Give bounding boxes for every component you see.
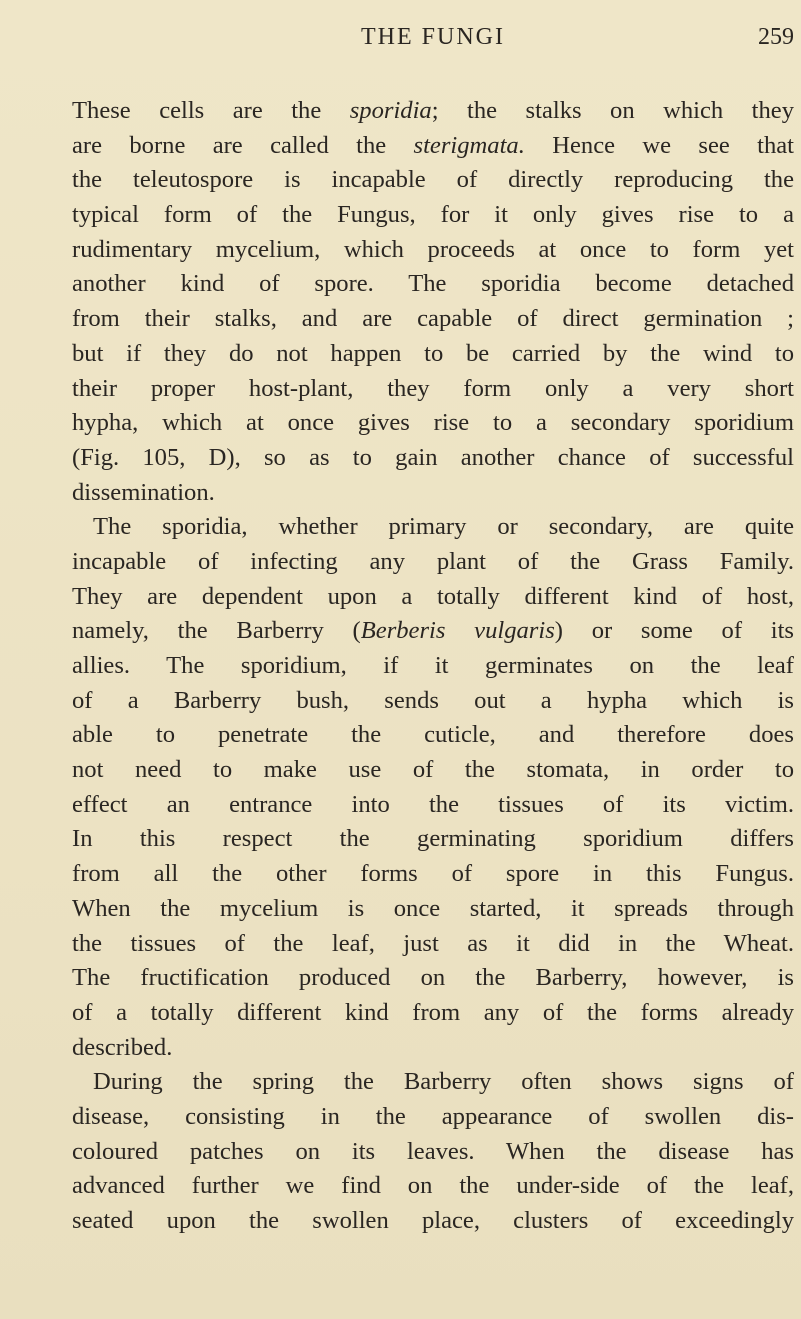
text-line: allies. The sporidium, if it germinates on the leaf bbox=[72, 652, 794, 679]
text-line: described. bbox=[72, 1033, 173, 1061]
text-line: rudimentary mycelium, which proceeds at once to form yet bbox=[72, 235, 794, 263]
text-line: coloured patches on its leaves. When the disease has bbox=[72, 1137, 794, 1165]
body-text bbox=[72, 94, 794, 1239]
text-line: of a Barberry bush, sends out a hypha which is bbox=[72, 686, 794, 714]
text-line: They are dependent upon a totally different kind of host, bbox=[72, 582, 794, 610]
text-line: incapable of infecting any plant of the Grass Family. bbox=[72, 547, 794, 575]
text-line: able to penetrate the cuticle, and therefore does bbox=[72, 721, 794, 749]
text-line: from all the other forms of spore in this Fungus. bbox=[72, 860, 794, 888]
text-line: not need to make use of the stomata, in order to bbox=[72, 756, 794, 784]
page-number: 259 bbox=[758, 24, 794, 50]
text-line: typical form of the Fungus, for it only gives rise to a bbox=[72, 201, 794, 229]
text-line: advanced further we find on the under-side of the leaf, bbox=[72, 1172, 794, 1200]
text-line: are borne are called the sterigmata. Hence we see that bbox=[72, 131, 795, 159]
text-line: effect an entrance into the tissues of its victim. bbox=[72, 790, 794, 818]
text-line: These cells are the sporidia; the stalks on which they bbox=[72, 97, 795, 124]
text-line: hypha, which at once gives rise to a secondary sporidium bbox=[72, 409, 794, 437]
running-title: THE FUNGI bbox=[361, 24, 505, 50]
text-line: disease, consisting in the appearance of swollen dis- bbox=[72, 1102, 794, 1130]
text-line: The sporidia, whether primary or secondary, are quite bbox=[93, 513, 794, 541]
text-line: seated upon the swollen place, clusters of exceedingly bbox=[72, 1207, 794, 1234]
text-line: In this respect the germinating sporidium differs bbox=[72, 825, 794, 853]
text-line: (Fig. 105, D), so as to gain another chance of successful bbox=[72, 443, 794, 471]
page-header bbox=[72, 20, 794, 60]
text-line: namely, the Barberry (Berberis vulgaris) or some of its bbox=[72, 617, 794, 645]
text-line: When the mycelium is once started, it spreads through bbox=[72, 894, 794, 922]
text-line: of a totally different kind from any of the forms already bbox=[72, 998, 794, 1026]
text-line: from their stalks, and are capable of direct germination ; bbox=[72, 305, 794, 333]
text-line: another kind of spore. The sporidia become detached bbox=[72, 270, 794, 298]
text-line: During the spring the Barberry often shows signs of bbox=[93, 1068, 794, 1096]
text-line: dissemination. bbox=[72, 478, 215, 506]
text-line: but if they do not happen to be carried by the wind to bbox=[72, 339, 794, 367]
text-line: the teleutospore is incapable of directly reproducing the bbox=[72, 166, 794, 194]
text-line: the tissues of the leaf, just as it did in the Wheat. bbox=[72, 929, 794, 957]
text-line: their proper host-plant, they form only a very short bbox=[72, 374, 794, 402]
text-line: The fructification produced on the Barberry, however, is bbox=[72, 964, 794, 992]
